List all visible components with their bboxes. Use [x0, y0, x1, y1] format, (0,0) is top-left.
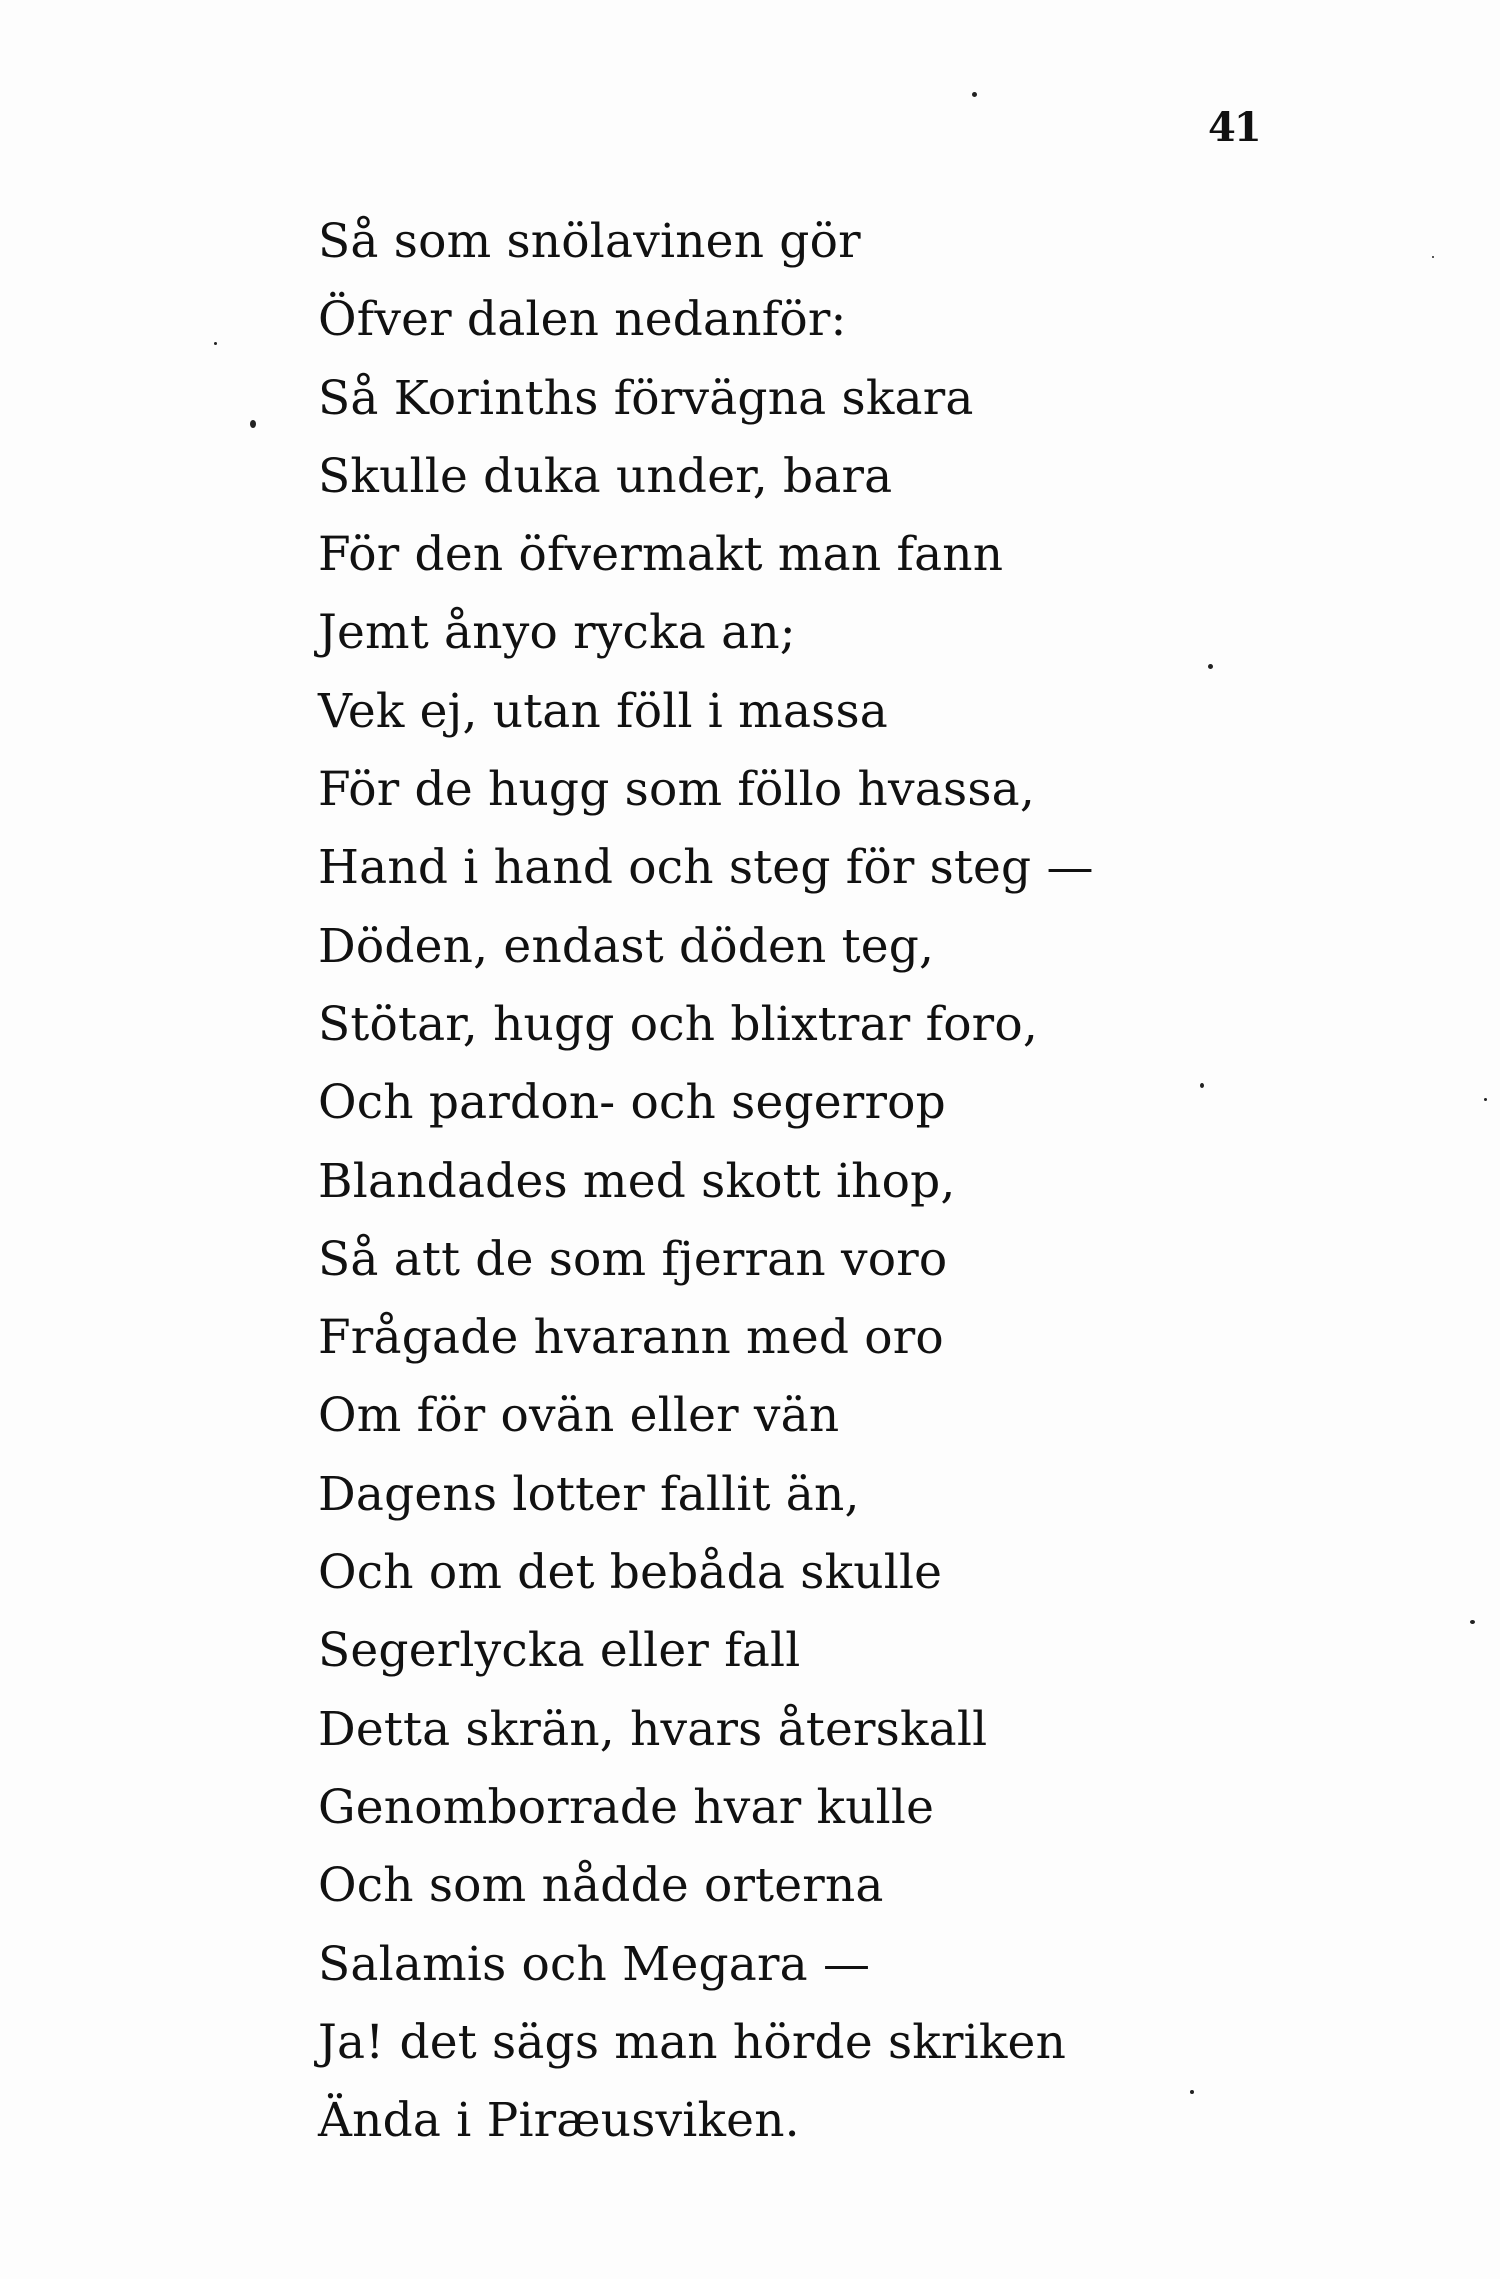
poem-line: Blandades med skott ihop, [318, 1153, 956, 1209]
ink-speck [214, 342, 217, 345]
poem-line: Segerlycka eller fall [318, 1623, 801, 1679]
ink-speck [1484, 1098, 1487, 1101]
poem-line: För de hugg som föllo hvassa, [318, 762, 1035, 818]
poem-line: Dagens lotter fallit än, [318, 1466, 860, 1522]
poem-line: Salamis och Megara — [318, 1936, 871, 1992]
poem-line: Detta skrän, hvars återskall [318, 1701, 988, 1757]
poem-line: Så att de som fjerran voro [318, 1231, 948, 1287]
poem-line: För den öfvermakt man fann [318, 527, 1004, 583]
ink-speck [1208, 664, 1213, 669]
poem-line: Döden, endast döden teg, [318, 918, 935, 974]
ink-speck [972, 92, 977, 97]
poem-stanza [318, 203, 1094, 2160]
ink-speck [1432, 256, 1434, 258]
poem-line: Vek ej, utan föll i massa [318, 683, 889, 739]
poem-line: Så som snölavinen gör [318, 214, 861, 269]
poem-line: Hand i hand och steg för steg — [318, 840, 1094, 896]
poem-line: Jemt ånyo rycka an; [318, 605, 796, 661]
poem-line: Ända i Piræusviken. [318, 2093, 800, 2149]
poem-line: Ja! det sägs man hörde skriken [318, 2014, 1067, 2070]
ink-speck [1200, 1083, 1204, 1088]
poem-line: Stötar, hugg och blixtrar foro, [318, 996, 1038, 1052]
poem-line: Om för ovän eller vän [318, 1388, 840, 1444]
poem-line: Och som nådde orterna [318, 1858, 884, 1914]
poem-line: Genomborrade hvar kulle [318, 1779, 935, 1835]
poem-line: Och pardon- och segerrop [318, 1075, 946, 1131]
poem-line: Frågade hvarann med oro [318, 1310, 944, 1366]
ink-speck [1470, 1620, 1475, 1624]
page-number: 41 [1208, 104, 1260, 151]
poem-line: Och om det bebåda skulle [318, 1545, 943, 1601]
poem-line: Skulle duka under, bara [318, 448, 893, 504]
poem-line: Öfver dalen nedanför: [318, 292, 847, 348]
ink-speck [250, 420, 256, 428]
poem-line: Så Korinths förvägna skara [318, 370, 974, 426]
ink-speck [1190, 2090, 1194, 2094]
